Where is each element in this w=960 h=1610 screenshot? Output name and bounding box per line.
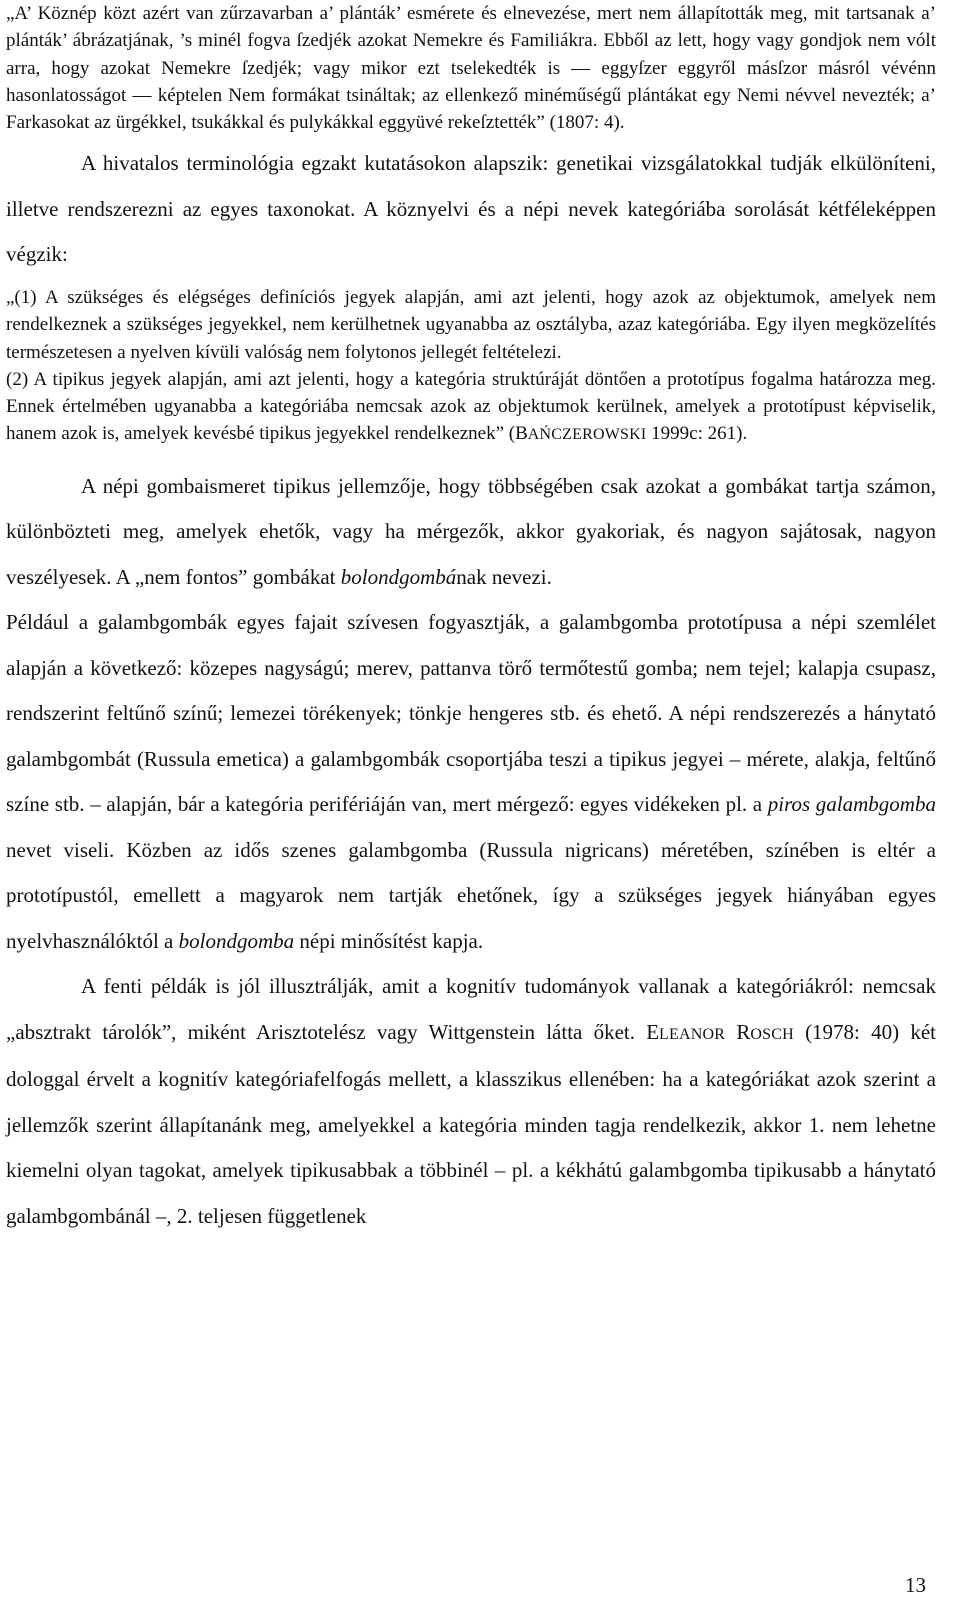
italic-term: piros galambgomba bbox=[767, 792, 936, 817]
quote-item-2 bbox=[6, 366, 936, 449]
paragraph-folk-knowledge bbox=[6, 464, 936, 601]
quote-item-2-citation: 1999c: 261). bbox=[646, 423, 748, 445]
paragraph-cognitive-text-1: A fenti példák is jól illusztrálják, amit a kognitív tudományok vallanak a kategóriákról: nemcsak „absztrakt tárolók”, miként Arisztotelész vagy Wittgenstein látta őket. E bbox=[6, 974, 936, 1044]
paragraph-russula-text-2: nevet viseli. Közben az idős szenes galambgomba (Russula nigricans) méretében, színében is eltér a prototípustól, emellett a magyarok nem tartják ehetőnek, így a szükséges jegyek hiányában egyes nyelvhasználóktól a bbox=[6, 837, 936, 953]
paragraph-terminology bbox=[6, 141, 936, 278]
paragraph-russula-text-3: népi minősítést kapja. bbox=[294, 928, 484, 953]
paragraph-terminology-text: A hivatalos terminológia egzakt kutatásokon alapszik: genetikai vizsgálatokkal tudják elkülöníteni, illetve rendszerezni az egyes taxonokat. A köznyelvi és a népi nevek kategóriába sorolását kétféleképpen végzik: bbox=[6, 151, 936, 267]
page-number: 13 bbox=[905, 1573, 926, 1597]
paragraph-folk-knowledge-text: A népi gombaismeret tipikus jellemzője, hogy többségében csak azokat a gombákat tartja számon, különbözteti meg, amelyek ehetők, vagy ha mérgezők, akkor gyakoriak, és nagyon sajátosak, nagyon veszélyesek. A „nem fontos” gombákat bbox=[6, 473, 936, 589]
italic-term: bolondgomba bbox=[178, 928, 295, 953]
quote-historical-text: „A’ Köznép közt azért van zűrzavarban a’ plánták’ esmérete és elnevezése, mert nem állapították meg, mit tartsanak a’ plánták’ ábrázatjának, ’s minél fogva ſzedjék azokat Nemekre és Familiákra. Ebből az lett, hogy vagy gondjok nem vólt arra, hogy azokat Nemekre ſzedjék; vagy mikor ezt tselekedték is — eggyſzer eggyről másſzor másról vévénn hasonlatosságot — képtelen Nem formákat tsináltak; az ellenkező minéműségű plántákat egy Nemi névvel nevezték; a’ Farkasokat az ürgékkel, tsukákkal és pulykákkal eggyüvé rekeſztették” (1807: 4). bbox=[6, 3, 936, 134]
quote-historical bbox=[6, 0, 936, 136]
quote-item-1-text: „(1) A szükséges és elégséges definíciós jegyek alapján, ami azt jelenti, hogy azok az objektumok, amelyek nem rendelkeznek a szükséges jegyekkel, nem kerülhetnek ugyanabba az osztályba, azaz kategóriába. Egy ilyen megközelítés természetesen a nyelven kívüli valóság nem folytonos jellegét feltételezi. bbox=[6, 286, 936, 363]
paragraph-cognitive-text-2: R bbox=[725, 1019, 751, 1044]
author-smallcaps: OSCH bbox=[750, 1025, 794, 1043]
italic-term: bolondgombá bbox=[340, 564, 457, 589]
document-page bbox=[6, 0, 936, 1239]
quote-item-1 bbox=[6, 284, 936, 366]
paragraph-cognitive-text-3: (1978: 40) két dologgal érvelt a kognitív kategóriafelfogás mellett, a klasszikus ellenében: ha a kategóriákat azok szerint a jellemzők szerint állapítanánk meg, amelyekkel a kategória minden tagja rendelkezik, akkor 1. nem lehetne kiemelni olyan tagokat, amelyek tipikusabbak a többinél – pl. a kékhátú galambgomba tipikusabb a hánytató galambgombánál –, 2. teljesen függetlenek bbox=[6, 1019, 936, 1228]
paragraph-russula bbox=[6, 600, 936, 964]
paragraph-folk-knowledge-end: nak nevezi. bbox=[456, 564, 552, 589]
quote-categorization bbox=[6, 284, 936, 449]
paragraph-cognitive bbox=[6, 964, 936, 1239]
paragraph-russula-text-1: Például a galambgombák egyes fajait szívesen fogyasztják, a galambgomba prototípusa a népi szemlélet alapján a következő: közepes nagyságú; merev, pattanva törő termőtestű gomba; nem tejel; kalapja csupasz, rendszerint feltűnő színű; lemezei törékenyek; tönkje hengeres stb. és ehető. A népi rendszerezés a hánytató galambgombát (Russula emetica) a galambgombák csoportjába teszi a tipikus jegyei – mérete, alakja, feltűnő színe stb. – alapján, bár a kategória perifériáján van, mert mérgező: egyes vidékeken pl. a bbox=[6, 610, 936, 817]
author-smallcaps: AŃCZEROWSKI bbox=[527, 426, 647, 444]
author-smallcaps: LEANOR bbox=[659, 1025, 726, 1043]
quote-item-2-text: (2) A tipikus jegyek alapján, ami azt jelenti, hogy a kategória struktúráját döntően a prototípus fogalma határozza meg. Ennek értelmében ugyanabba a kategóriába nemcsak azok az objektumok kerülnek, amelyek a prototípust képviselik, hanem azok is, amelyek kevésbé tipikus jegyekkel rendelkeznek” (B bbox=[6, 368, 936, 445]
